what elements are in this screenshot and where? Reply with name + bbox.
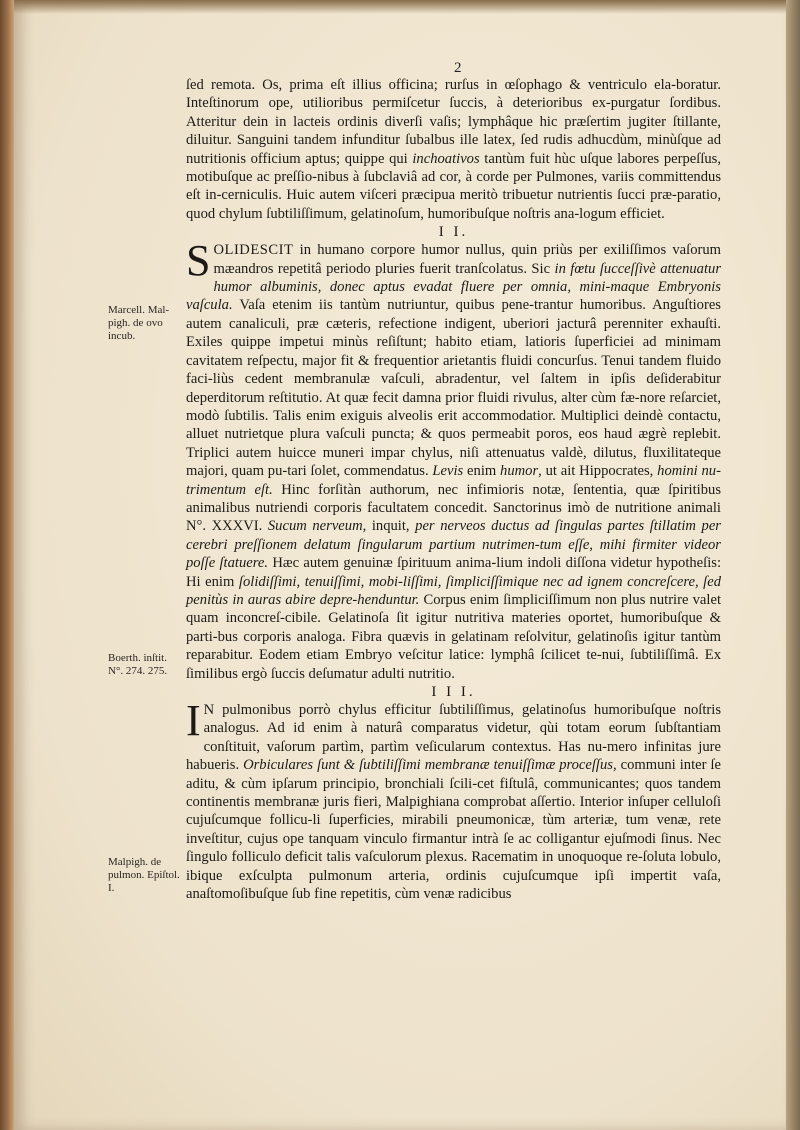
section-3-paragraph: [186, 696, 721, 903]
sec3-text-2: , communi inter ſe aditu, & cùm ipſarum principio, bronchiali ſcili-cet fiſtulâ, communicantes; quos tandem continentis membranæ juris fieri, Malpighiana comprobat aſſertio. Interior inſuper celluloſi cujuſcumque follicu-li ſuperficies, mirabili pneumonicæ, tùm arteriæ, tum venæ, rete inveſtitur, cujus ope tanquam vinculo firmantur intrà ſe ac colligantur ejuſmodi ſinus. Nec ſingulo folliculo deficit talis vaſculorum plexus. Racematim in unoquoque re-ſoluta lobulo, ibique exſculpta pulmonum arteria, ordinis cujuſcumque ipſi impertit vaſa, anaſtomoſibuſque ſub fine repetitis, cùm venæ radicibus: [186, 757, 721, 903]
intro-italic-1: inchoativos: [412, 150, 480, 167]
intro-text-2: tantùm fuit hùc uſque labores perpeſſus, motibuſque ac preſſio-nibus à ſubclaviâ ad cor, à corde per Pulmones, variis committendus eſt in-cerniculis. Huic autem viſceri præcipua meritò tribuetur nutrientis ſucci præ-paratio, quod chylum ſubtiliſſimum, gelatinoſum, humoribuſque noſtris ana-logum efficiet.: [186, 150, 722, 222]
margin-note-boerhaave: Boerth. inſtit. N°. 274. 275.: [108, 652, 168, 677]
section-2-lead: OLIDESCIT: [213, 242, 294, 259]
sec2-text-1: in humano corpore humor nullus, quin priùs per exiliſſimos vaſorum mæandros repetitâ periodo pluries fuerit tranſcolatus. Sic: [213, 242, 721, 277]
section-heading-3: I I I.: [431, 684, 476, 700]
sec2-italic-2: Levis: [432, 463, 464, 480]
sec2-text-7: Hæc autem genuinæ ſpirituum anima-lium indoli diſſona videtur hypotheſis: Hi enim: [186, 555, 722, 590]
page-top-edge: [14, 0, 786, 14]
dropcap-s: S: [186, 236, 211, 286]
intro-paragraph: [186, 76, 721, 223]
dropcap-i: I: [186, 696, 201, 745]
margin-note-malpighi-pulmon: Malpigh. de pulmon. Epiſtol. I.: [108, 856, 180, 894]
sec3-italic-1: Orbiculares ſunt & ſubtiliſſimi membranæ tenuiſſimæ proceſſus: [243, 757, 613, 774]
margin-note-malpighi-ovo: Marcell. Mal-pigh. de ovo incub.: [108, 304, 170, 342]
intro-text-1: ſed remota. Os, prima eſt illius officina; rurſus in œſophago & ventriculo ela-boratur. Inteſtinorum ope, utilioribus permiſcetur ſuccis, à deterioribus ex-purgatur ſordibus. Atteritur dein in lacteis ordinis diverſi vaſis; lymphâque hic præſertim jugiter ſtillante, diluitur. Sanguini tandem infunditur ſubalbus ille latex, ſed rudis adhucdùm, minùſque ad nutritionis officium aptus; quippe qui: [186, 77, 721, 167]
page-stack-edge: [786, 0, 800, 1130]
main-text: [186, 76, 721, 903]
sec2-italic-6: per nerveos ductus ad ſingulas partes ſtillatim per cerebri preſſionem delatum ſingularum partium nutrimen-tum eſſe, mihi firmiter videor poſſe ſtatuere.: [186, 518, 721, 572]
section-heading-2: I I.: [438, 224, 469, 241]
book-binding: [0, 0, 14, 1130]
sec2-italic-1: in fœtu ſucceſſivè attenuatur humor albuminis, donec aptus evadat fluere per omnia, mini-maque Embryonis vaſcula.: [186, 260, 721, 314]
page-number: 2: [454, 60, 462, 76]
sec2-italic-4: homini nu-trimentum eſt.: [186, 463, 721, 498]
sec2-italic-3: humor: [500, 463, 539, 480]
sec2-text-6: inquit,: [371, 518, 410, 535]
sec2-text-4: , ut ait Hippocrates,: [538, 463, 654, 480]
sec2-text-5: Hinc forſitàn authorum, nec infimioris notæ, ſententia, quæ ſpiritibus animalibus nutriendi corporis facultatem concedit. Sanctorinus imò de nutritione animali N°. XXXVI.: [186, 481, 721, 535]
sec3-text-1: N pulmonibus porrò chylus efficitur ſubtiliſſimus, gelatinoſus humoribuſque noſtris analogus. Ad id enim à naturâ comparatus videtur, qùi totam eorum ſubſtantiam conſtituit, vaſorum partìm, partìm veſicularum contextus. Has nu-mero infinitas jure habueris.: [186, 702, 721, 774]
sec2-text-8: Corpus enim ſimpliciſſimum non plus nutrire valet quam inconcreſ-cibile. Gelatinoſa ſit igitur nutritiva materies oportet, humoribuſque & parti-bus corporis analoga. Fibra quævis in gelatinam reſolvitur, gelatinoſis igitur tantùm reparabitur. Eodem etiam Embryo veſcitur latice: lymphâ ſcilicet te-nui, ſubtiliſſimâ. Ex ſimilibus ergò ſuccis deſumatur adulti nutritio.: [186, 591, 721, 682]
sec2-text-3: enim: [467, 463, 497, 480]
sec2-italic-7: ſolidiſſimi, tenuiſſimi, mobi-liſſimi, ſimpliciſſimique nec ad ignem concreſcere, ſed penitùs in auras abire depre-henduntur.: [186, 573, 721, 608]
section-2-paragraph: [186, 236, 722, 683]
sec2-text-2: Vaſa etenim iis tantùm nutriuntur, quibus pene-trantur humoribus. Anguſtiores autem canaliculi, præ cæteris, refectione indigent, uberiori jacturâ perenniter exhauſti. Exiles quippe impetui minùs reſiſtunt; habito etiam, latioris ſuperficiei ad minimam cavitatem reſpectu, major fit & frequentior arietantis fluidi concurſus. Tenui tandem fluido faci-liùs cedent membranulæ vaſculi, abradentur, vel ſaltem in ipſis deſiderabitur deperditorum reſtitutio. At quæ fecit damna prior fluidi rivulus, alter cùm fæ-nore reſarciet, modò ſubtilis. Talis enim exiguis alveolis erit accommodatior. Multiplici deindè contactu, alluet nutrietque plura vaſculi puncta; & quos permeabit poros, eos haud ægrè replebit. Triplici autem huicce muneri impar chylus, niſi attenuatus valdè, dilutus, fluxilitateque majori, quam pu-tari ſolet, commendatus.: [186, 297, 721, 480]
sec2-italic-5: Sucum nerveum,: [267, 518, 367, 535]
